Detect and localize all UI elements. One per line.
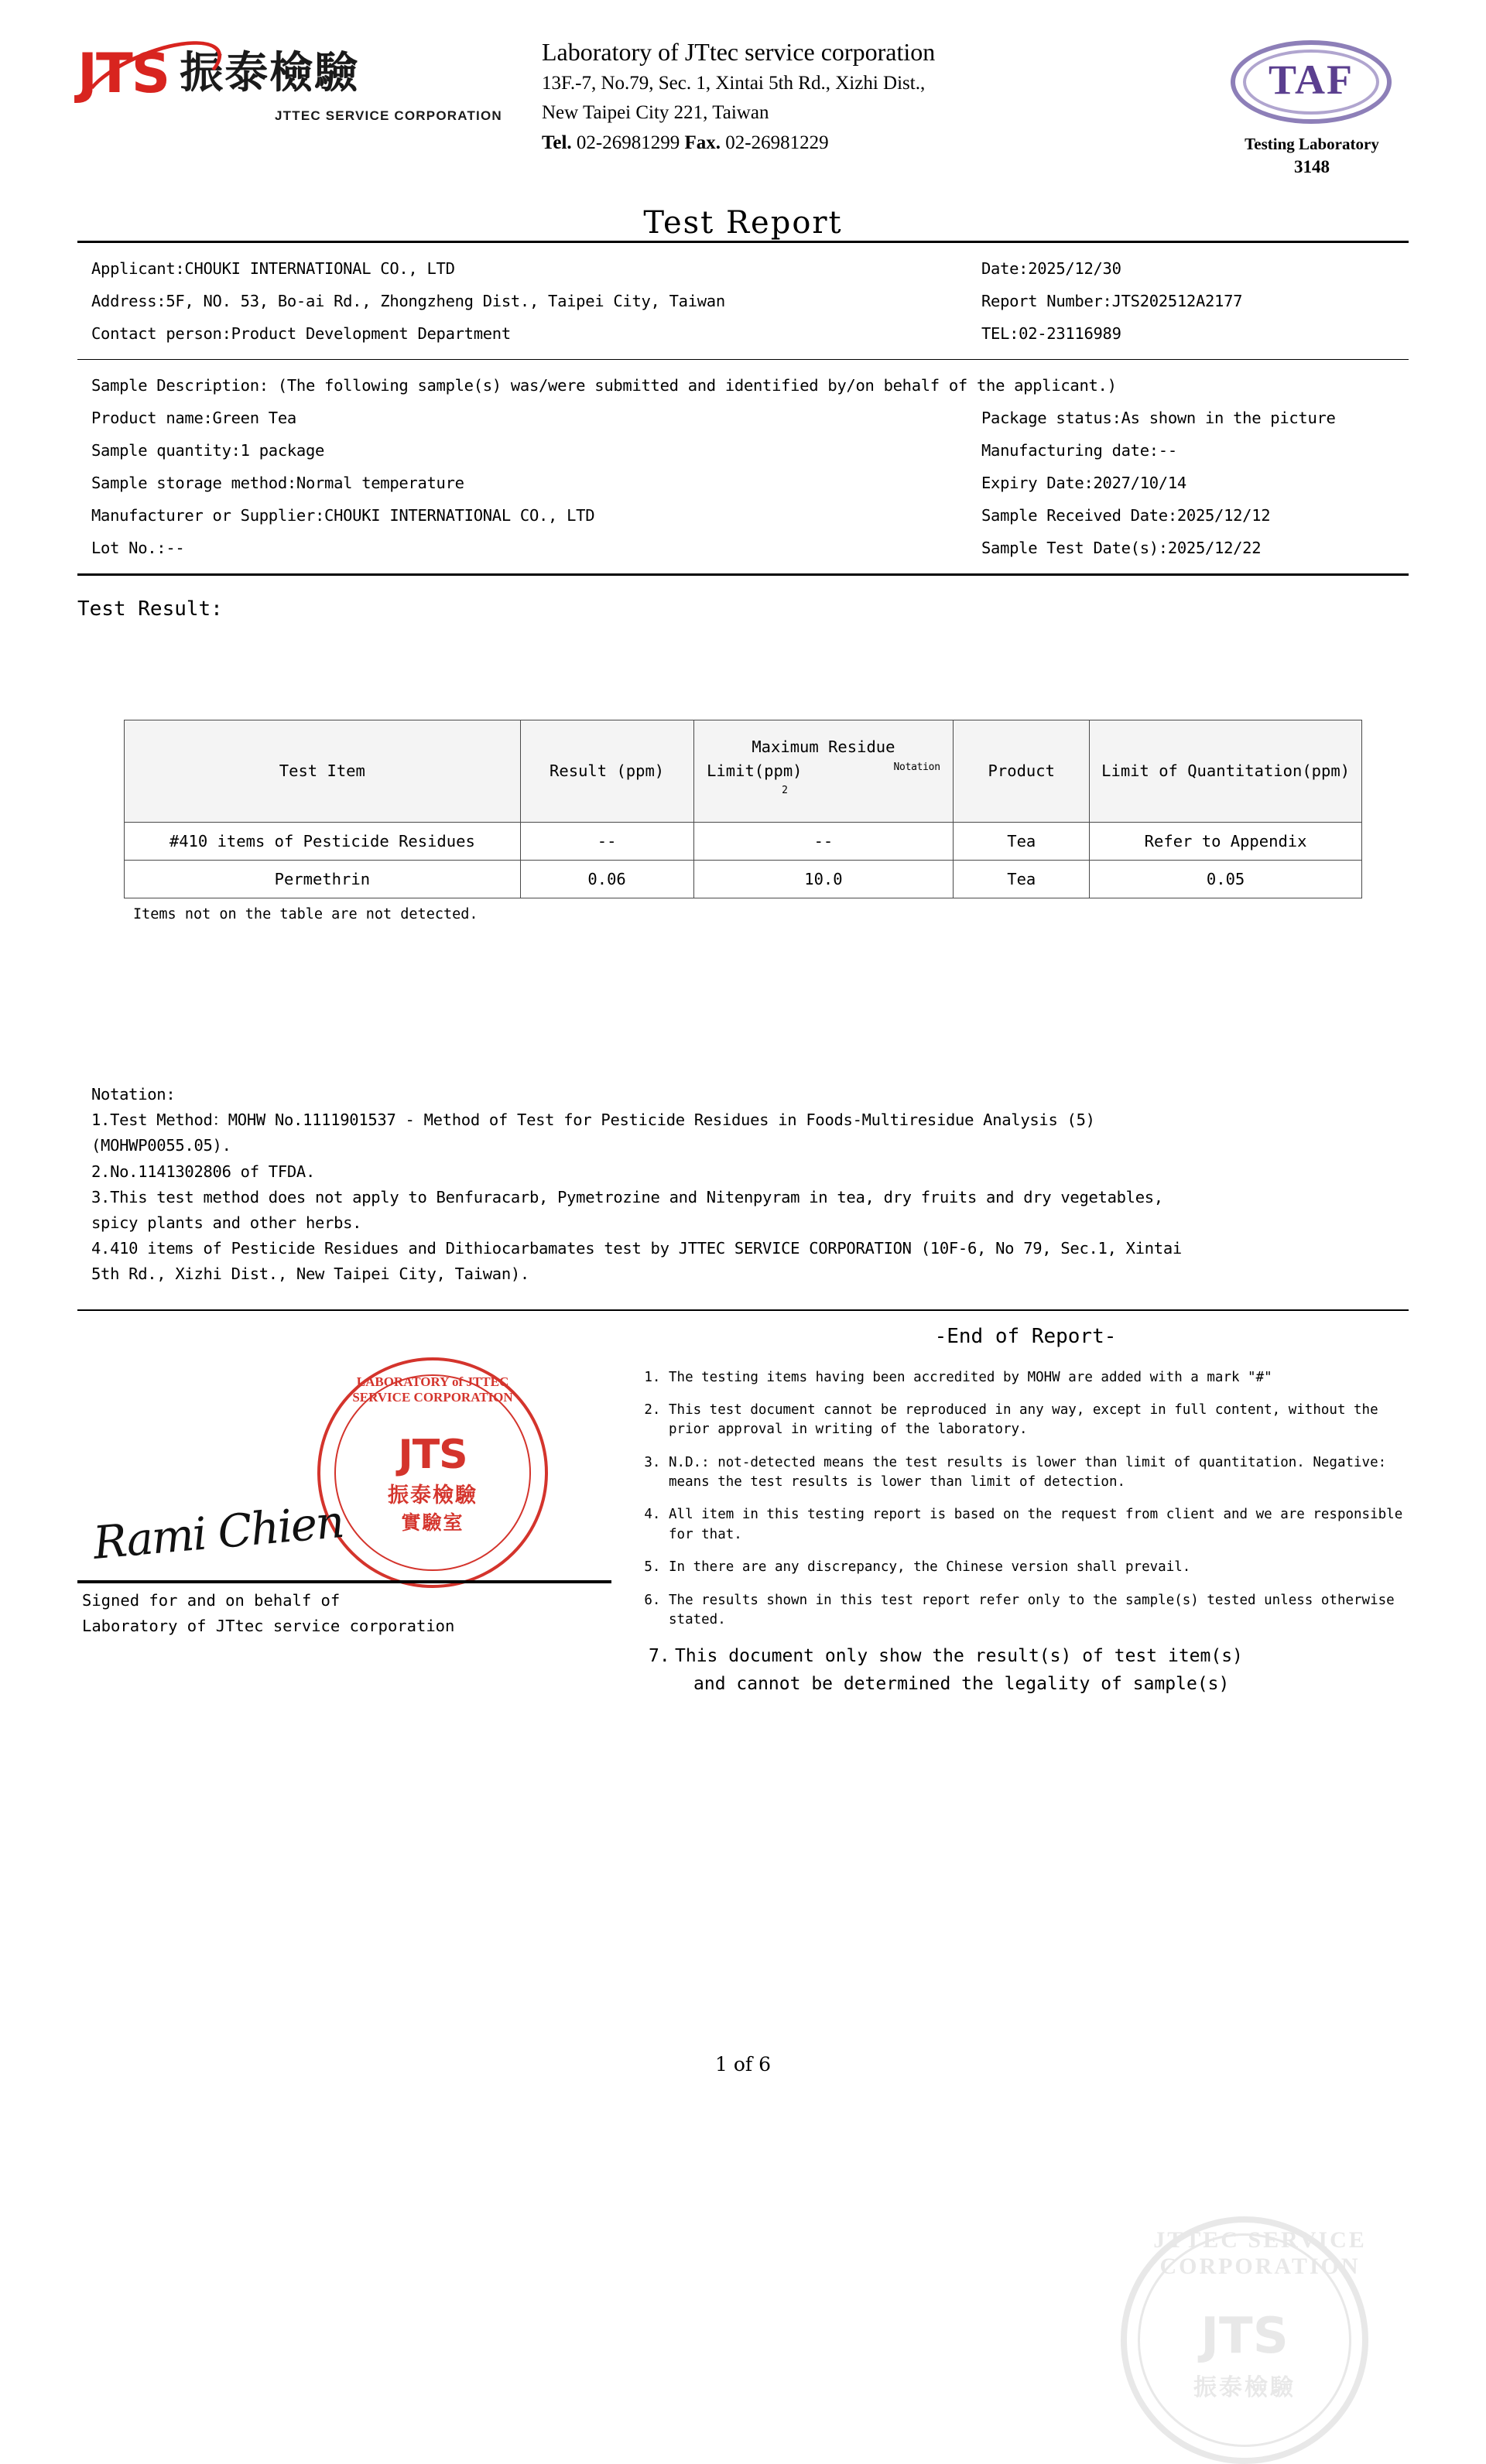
notation-line-1: 1.Test Method：MOHW No.1111901537 - Method of Test for Pesticide Residues in Foods-Multiresidue Analysis (5) xyxy=(91,1111,1095,1130)
result-table-body xyxy=(125,822,1362,898)
cell-mrl: -- xyxy=(693,822,954,860)
watermark-arc-text: JTTEC SERVICE CORPORATION xyxy=(1153,2226,1367,2279)
cell-product: Tea xyxy=(954,860,1090,898)
cell-loq: Refer to Appendix xyxy=(1090,822,1362,860)
test-result-heading: Test Result: xyxy=(77,597,223,621)
lot-no-field: Lot No.:-- xyxy=(91,539,185,558)
company-name-cjk: 振泰檢驗 xyxy=(180,48,360,98)
stamp-cjk2-text: 實驗室 xyxy=(401,1511,464,1534)
cell-result: -- xyxy=(520,822,693,860)
document-header xyxy=(0,0,1486,177)
result-table-wrapper xyxy=(0,621,1486,922)
handwritten-signature: Rami Chien xyxy=(91,1494,345,1569)
logo-row xyxy=(77,42,360,105)
sample-quantity-field: Sample quantity:1 package xyxy=(91,441,325,460)
notation-line-3: 2.No.1141302806 of TFDA. xyxy=(91,1162,316,1181)
taf-accreditation xyxy=(1215,33,1409,177)
storage-method-field: Sample storage method:Normal temperature xyxy=(91,474,464,493)
notation-line-2: (MOHWP0055.05). xyxy=(91,1136,231,1155)
header-loq: Limit of Quantitation(ppm) xyxy=(1090,720,1362,823)
watermark-cjk-text: 振泰檢驗 xyxy=(1193,2373,1296,2401)
meta-row-product xyxy=(91,402,1395,434)
header-mrl-notation: Notation 2 xyxy=(782,761,940,797)
stamp-arc-text: LABORATORY of JTTEC SERVICE CORPORATION xyxy=(352,1374,513,1405)
list-item: 3. N.D.: not-detected means the test results is lower than limit of quantitation. Negative: means the test results is lower than limit of detection. xyxy=(669,1453,1409,1493)
laboratory-address-line2: New Taipei City 221, Taiwan xyxy=(542,101,769,123)
cell-loq: 0.05 xyxy=(1090,860,1362,898)
list-item: 6. The results shown in this test report refer only to the sample(s) tested unless otherwise stated. xyxy=(669,1591,1409,1631)
meta-row-storage xyxy=(91,467,1395,499)
signed-for-line1: Signed for and on behalf of xyxy=(82,1590,341,1610)
notation-line-4: 3.This test method does not apply to Benfuracarb, Pymetrozine and Nitenpyram in tea, dry fruits and dry vegetables, xyxy=(91,1187,1163,1206)
footer-note-7-number: 7. xyxy=(649,1646,670,1667)
applicant-tel-field: TEL:02-23116989 xyxy=(981,324,1121,344)
watermark-jts-text: JTS xyxy=(1200,2307,1289,2365)
header-product: Product xyxy=(954,720,1090,823)
list-item: 2. This test document cannot be reproduced in any way, except in full content, without the prior approval in writing of the laboratory. xyxy=(669,1401,1409,1440)
stamp-jts-text: JTS xyxy=(398,1431,467,1478)
notation-section xyxy=(0,922,1486,1288)
fax-label: Fax. xyxy=(684,132,721,154)
notation-line-5: spicy plants and other herbs. xyxy=(91,1213,362,1232)
received-date-field: Sample Received Date:2025/12/12 xyxy=(981,506,1271,525)
manufacturing-date-field: Manufacturing date:-- xyxy=(981,441,1177,460)
signature-line xyxy=(77,1580,611,1583)
header-mrl-line2: Limit(ppm) xyxy=(707,761,803,780)
sample-description-section xyxy=(0,360,1486,573)
applicant-info-section xyxy=(0,243,1486,359)
address-field: Address:5F, NO. 53, Bo-ai Rd., Zhongzheng Dist., Taipei City, Taiwan xyxy=(91,292,725,311)
cell-test-item: #410 items of Pesticide Residues xyxy=(125,822,521,860)
footer-note-7-line2: and cannot be determined the legality of sample(s) xyxy=(693,1673,1230,1694)
footer-note-7-line1: This document only show the result(s) of test item(s) xyxy=(675,1646,1243,1667)
jts-logo-text: JTS xyxy=(77,42,169,105)
end-of-report-label: -End of Report- xyxy=(934,1324,1117,1348)
company-name-en: JTTEC SERVICE CORPORATION xyxy=(275,108,502,123)
laboratory-address-line1: 13F.-7, No.79, Sec. 1, Xintai 5th Rd., Xizhi Dist., xyxy=(542,73,926,94)
cell-mrl: 10.0 xyxy=(693,860,954,898)
list-item: 5. In there are any discrepancy, the Chinese version shall prevail. xyxy=(669,1558,1409,1577)
taf-logo-text: TAF xyxy=(1269,56,1354,103)
header-result: Result (ppm) xyxy=(520,720,693,823)
footer-notes-section xyxy=(642,1311,1409,1699)
laboratory-title: Laboratory of JTtec service corporation xyxy=(542,38,936,66)
signature-section xyxy=(77,1311,642,1699)
report-number-field: Report Number:JTS202512A2177 xyxy=(981,292,1243,311)
tel-label: Tel. xyxy=(542,132,572,154)
footer-notes-list xyxy=(642,1368,1409,1631)
laboratory-info xyxy=(526,33,1215,158)
table-row xyxy=(125,860,1362,898)
watermark-inner-ring xyxy=(1138,2233,1351,2447)
footer-note-7-text xyxy=(675,1643,1243,1698)
table-footnote: Items not on the table are not detected. xyxy=(133,905,478,922)
footer-note-7 xyxy=(642,1643,1409,1698)
date-field: Date:2025/12/30 xyxy=(981,259,1121,278)
sample-description-field: Sample Description: (The following sample(s) was/were submitted and identified by/on behalf of the applicant.) xyxy=(91,376,1117,395)
notation-line-7: 5th Rd., Xizhi Dist., New Taipei City, Taiwan). xyxy=(91,1265,529,1284)
meta-row-applicant xyxy=(91,252,1395,285)
laboratory-contact xyxy=(542,128,1215,158)
header-mrl-line1: Maximum Residue xyxy=(752,737,895,757)
meta-row-address xyxy=(91,285,1395,317)
table-header-row xyxy=(125,720,1362,823)
meta-row-manufacturer xyxy=(91,499,1395,532)
cell-product: Tea xyxy=(954,822,1090,860)
list-item: 4. All item in this testing report is based on the request from client and we are responsible for that. xyxy=(669,1505,1409,1545)
test-dates-field: Sample Test Date(s):2025/12/22 xyxy=(981,539,1262,558)
meta-row-quantity xyxy=(91,434,1395,467)
notation-line-6: 4.410 items of Pesticide Residues and Dithiocarbamates test by JTTEC SERVICE CORPORATION (10F-6, No 79, Sec.1, Xintai xyxy=(91,1239,1182,1258)
stamp-cjk-text: 振泰檢驗 xyxy=(388,1483,478,1507)
notation-heading: Notation: xyxy=(91,1084,176,1104)
product-name-field: Product name:Green Tea xyxy=(91,409,296,428)
taf-logo-icon xyxy=(1223,37,1401,130)
taf-caption: Testing Laboratory xyxy=(1245,135,1379,153)
header-test-item: Test Item xyxy=(125,720,521,823)
cell-result: 0.06 xyxy=(520,860,693,898)
list-item: 1. The testing items having been accredited by MOHW are added with a mark "#" xyxy=(669,1368,1409,1388)
fax-value: 02-26981229 xyxy=(725,132,829,154)
tel-value: 02-26981299 xyxy=(576,132,680,154)
page-number: 1 of 6 xyxy=(714,2053,771,2076)
meta-row-sample-desc xyxy=(91,369,1395,402)
page-title: Test Report xyxy=(643,205,843,241)
cell-test-item: Permethrin xyxy=(125,860,521,898)
official-stamp-icon xyxy=(317,1357,548,1588)
table-row xyxy=(125,822,1362,860)
watermark-outer-ring xyxy=(1121,2216,1368,2464)
meta-row-lot xyxy=(91,532,1395,564)
jts-logo-icon xyxy=(77,42,169,105)
applicant-field: Applicant:CHOUKI INTERNATIONAL CO., LTD xyxy=(91,259,455,278)
expiry-date-field: Expiry Date:2027/10/14 xyxy=(981,474,1186,493)
result-table-head xyxy=(125,720,1362,823)
watermark-icon xyxy=(1090,2209,1430,2456)
signed-for-line2: Laboratory of JTtec service corporation xyxy=(82,1617,455,1636)
meta-row-contact xyxy=(91,317,1395,350)
manufacturer-field: Manufacturer or Supplier:CHOUKI INTERNATIONAL CO., LTD xyxy=(91,506,595,525)
taf-number: 3148 xyxy=(1294,157,1330,176)
result-table xyxy=(124,720,1362,898)
header-mrl xyxy=(693,720,954,823)
contact-person-field: Contact person:Product Development Department xyxy=(91,324,511,344)
package-status-field: Package status:As shown in the picture xyxy=(981,409,1336,428)
signed-for-text xyxy=(82,1588,454,1641)
company-logo xyxy=(77,33,526,124)
